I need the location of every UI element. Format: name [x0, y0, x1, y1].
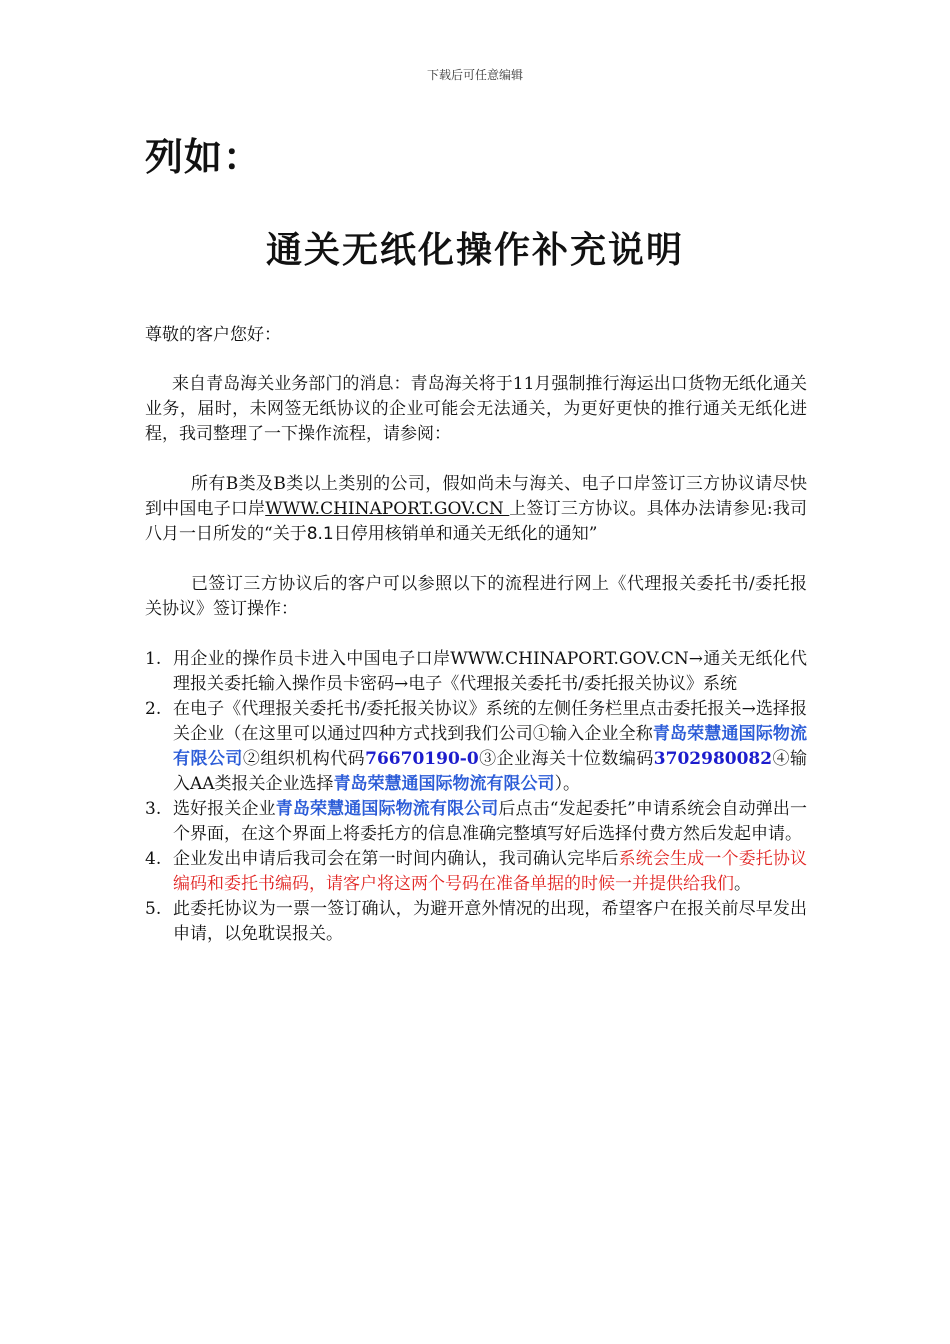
step-text: 用企业的操作员卡进入中国电子口岸WWW.CHINAPORT.GOV.CN→通关无纸化代理报关委托输入操作员卡密码→电子《代理报关委托书/委托报关协议》系统 [173, 649, 807, 694]
procedure-intro-paragraph: 已签订三方协议后的客户可以参照以下的流程进行网上《代理报关委托书/委托报关协议》签订操作： [145, 574, 807, 619]
agreement-paragraph [145, 472, 807, 547]
step-item-3 [145, 797, 807, 847]
company-name: 青岛荣慧通国际物流有限公司 [333, 774, 555, 794]
agreement-date-number: 8.1 [306, 524, 334, 544]
step-text: 在电子《代理报关委托书/委托报关协议》系统的左侧任务栏里点击委托报关→选择报关企业（在这里可以通过四种方式找到我们公司①输入企业全称 [173, 699, 807, 744]
step-text: ④输入AA类报关企业选择 [173, 749, 808, 794]
step-number: 2. [145, 699, 162, 719]
agreement-text-3: 日停用核销单和通关无纸化的通知” [333, 524, 598, 544]
org-code: 76670190-0 [365, 749, 479, 769]
document-title: 通关无纸化操作补充说明 [265, 230, 684, 271]
company-name: 青岛荣慧通国际物流有限公司 [275, 799, 499, 819]
procedure-steps-list [145, 647, 807, 947]
step-text: ③企业海关十位数编码 [478, 749, 654, 769]
agreement-text-1: 所有B类及B类以上类别的公司，假如尚未与海关、电子口岸签订三方协议请尽快到中国电子口岸 [145, 474, 807, 519]
customs-code: 3702980082 [653, 749, 773, 769]
header-note: 下载后可任意编辑 [426, 68, 523, 82]
step-text: ②组织机构代码 [242, 749, 366, 769]
chinaport-link[interactable]: WWW.CHINAPORT.GOV.CN [265, 499, 510, 519]
example-label: 列如： [145, 135, 263, 179]
step-text: 后点击“发起委托”申请系统会自动弹出一个界面，在这个界面上将委托方的信息准确完整填写好后选择付费方然后发起申请。 [173, 799, 807, 844]
step-text: 。 [734, 874, 751, 894]
step-number: 3. [145, 799, 162, 819]
company-name: 青岛荣慧通国际物流有限公司 [173, 724, 808, 769]
step-item-5 [145, 897, 807, 947]
step-number: 1. [145, 649, 162, 669]
step-number: 4. [145, 849, 162, 869]
step-item-2 [145, 697, 807, 797]
step-text: ）。 [554, 774, 581, 794]
step-text: 选好报关企业 [173, 799, 276, 819]
step-number: 5. [145, 899, 162, 919]
intro-paragraph: 来自青岛海关业务部门的消息：青岛海关将于11月强制推行海运出口货物无纸化通关业务，届时，未网签无纸协议的企业可能会无法通关，为更好更快的推行通关无纸化进程，我司整理了一下操作流程，请参阅： [145, 374, 807, 444]
step-item-1 [145, 647, 807, 697]
step-text: 企业发出申请后我司会在第一时间内确认，我司确认完毕后 [173, 849, 619, 869]
salutation: 尊敬的客户您好： [145, 325, 281, 345]
highlighted-notice: 系统会生成一个委托协议编码和委托书编码，请客户将这两个号码在准备单据的时候一并提供给我们 [173, 849, 808, 894]
agreement-text-2: 上签订三方协议。具体办法请参见:我司八月一日所发的“关于 [145, 499, 807, 544]
step-item-4 [145, 847, 807, 897]
step-text: 此委托协议为一票一签订确认，为避开意外情况的出现，希望客户在报关前尽早发出申请，以免耽误报关。 [173, 899, 807, 944]
